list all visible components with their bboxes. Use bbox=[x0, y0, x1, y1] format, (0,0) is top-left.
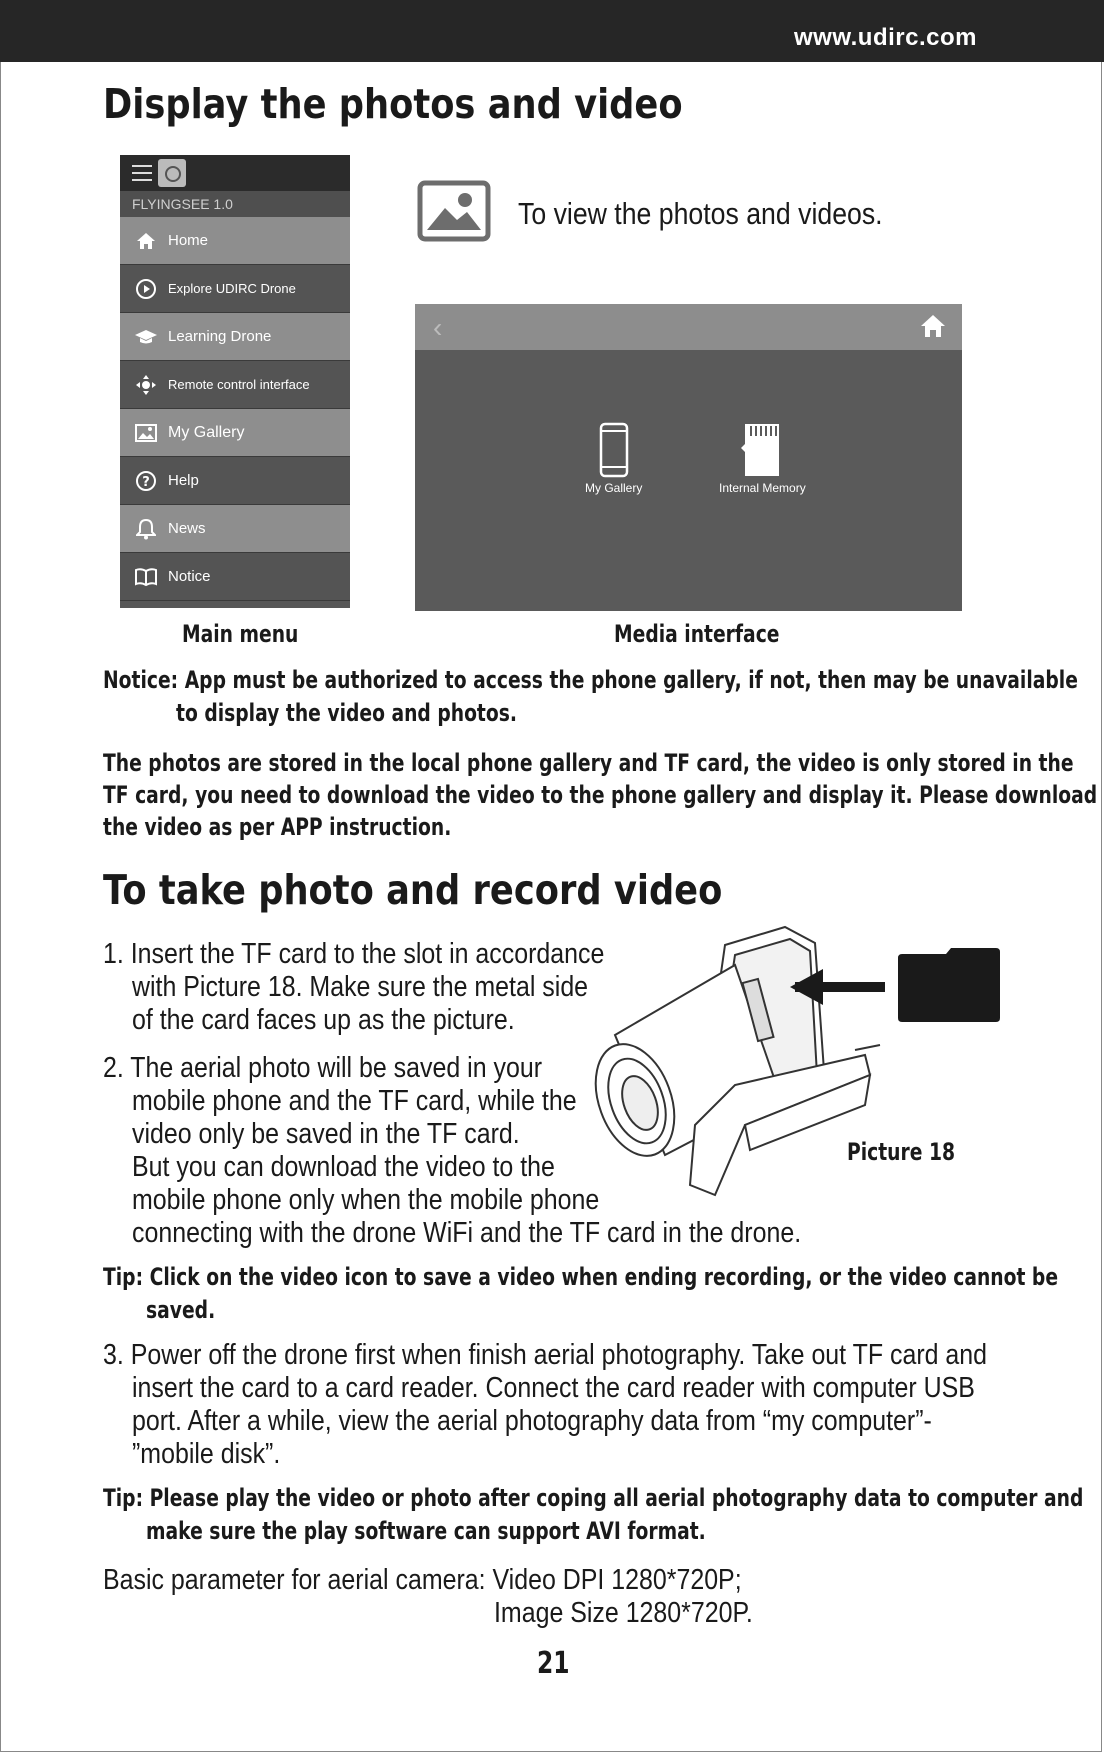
page-number: 21 bbox=[537, 1646, 570, 1681]
menu-item-news bbox=[120, 505, 350, 553]
home-icon bbox=[920, 314, 946, 338]
dpad-icon bbox=[134, 374, 158, 396]
play-circle-icon bbox=[134, 278, 158, 300]
section-title-record: To take photo and record video bbox=[103, 866, 723, 914]
step2-line-1: 2. The aerial photo will be saved in your bbox=[103, 1052, 543, 1084]
section-title-display: Display the photos and video bbox=[103, 80, 683, 128]
svg-text:?: ? bbox=[142, 474, 150, 490]
menu-item-notice bbox=[120, 553, 350, 601]
step1-line-2: with Picture 18. Make sure the metal side bbox=[132, 971, 589, 1003]
step3-line-3: port. After a while, view the aerial photography data from “my computer”- bbox=[132, 1405, 932, 1437]
storage-line-1: The photos are stored in the local phone gallery and TF card, the video is only stored in the bbox=[103, 749, 1074, 777]
website-url: www.udirc.com bbox=[794, 24, 977, 51]
main-menu-screenshot bbox=[120, 155, 350, 608]
tile-label: Internal Memory bbox=[719, 481, 806, 495]
picture-18-caption: Picture 18 bbox=[847, 1138, 956, 1166]
menu-item-remote bbox=[120, 361, 350, 409]
step2-line-3: video only be saved in the TF card. bbox=[132, 1118, 520, 1150]
notice-line-1: Notice: App must be authorized to access the phone gallery, if not, then may be unavailable bbox=[103, 666, 1078, 694]
storage-line-2: TF card, you need to download the video to the phone gallery and display it. Please download bbox=[103, 781, 1098, 809]
menu-top-bar bbox=[120, 155, 350, 191]
step1-line-3: of the card faces up as the picture. bbox=[132, 1004, 515, 1036]
menu-item-label: Notice bbox=[168, 568, 211, 585]
param-line-1: Basic parameter for aerial camera: Video DPI 1280*720P; bbox=[103, 1564, 742, 1596]
menu-item-home bbox=[120, 217, 350, 265]
tile-label: My Gallery bbox=[585, 481, 643, 495]
menu-item-gallery bbox=[120, 409, 350, 457]
book-icon bbox=[134, 566, 158, 588]
menu-item-help bbox=[120, 457, 350, 505]
header-bar bbox=[0, 0, 1104, 62]
media-interface-screenshot bbox=[415, 304, 962, 611]
media-top-bar bbox=[415, 304, 962, 350]
hamburger-icon bbox=[132, 165, 152, 181]
sd-card-icon bbox=[741, 422, 783, 478]
step2-line-4: But you can download the video to the bbox=[132, 1151, 555, 1183]
storage-line-3: the video as per APP instruction. bbox=[103, 813, 452, 841]
tip2-line-2: make sure the play software can support AVI format. bbox=[146, 1517, 706, 1545]
media-interface-caption: Media interface bbox=[614, 620, 780, 648]
view-photos-text: To view the photos and videos. bbox=[518, 196, 883, 231]
step2-line-6: connecting with the drone WiFi and the TF card in the drone. bbox=[132, 1217, 802, 1249]
menu-item-explore bbox=[120, 265, 350, 313]
tip1-line-2: saved. bbox=[146, 1296, 216, 1324]
menu-item-label: Help bbox=[168, 472, 199, 489]
step3-line-1: 3. Power off the drone first when finish aerial photography. Take out TF card and bbox=[103, 1339, 988, 1371]
main-menu-caption: Main menu bbox=[182, 620, 299, 648]
tile-internal-memory bbox=[719, 422, 806, 495]
menu-item-label: Learning Drone bbox=[168, 328, 272, 345]
step3-line-2: insert the card to a card reader. Connect the card reader with computer USB bbox=[132, 1372, 975, 1404]
tip1-line-1: Tip: Click on the video icon to save a video when ending recording, or the video cannot be bbox=[103, 1263, 1059, 1291]
question-icon bbox=[134, 470, 158, 492]
menu-item-label: News bbox=[168, 520, 206, 537]
app-version: FLYINGSEE 1.0 bbox=[120, 191, 350, 217]
menu-item-label: My Gallery bbox=[168, 423, 245, 441]
step2-line-5: mobile phone only when the mobile phone bbox=[132, 1184, 600, 1216]
camera-icon bbox=[158, 159, 186, 187]
home-icon bbox=[134, 230, 158, 252]
chevron-left-icon: ‹ bbox=[433, 312, 443, 343]
step1-line-1: 1. Insert the TF card to the slot in accordance bbox=[103, 938, 605, 970]
menu-item-learning bbox=[120, 313, 350, 361]
tip2-line-1: Tip: Please play the video or photo after coping all aerial photography data to computer and bbox=[103, 1484, 1084, 1512]
smartphone-icon bbox=[599, 422, 629, 478]
gallery-image-icon bbox=[417, 180, 491, 242]
step2-line-2: mobile phone and the TF card, while the bbox=[132, 1085, 577, 1117]
step3-line-4: ”mobile disk”. bbox=[132, 1438, 281, 1470]
graduation-cap-icon bbox=[134, 326, 158, 348]
menu-item-label: Explore UDIRC Drone bbox=[168, 281, 296, 296]
notice-line-2: to display the video and photos. bbox=[176, 699, 517, 727]
menu-item-label: Remote control interface bbox=[168, 377, 310, 392]
tile-my-gallery bbox=[585, 422, 642, 495]
menu-item-label: Home bbox=[168, 232, 209, 249]
image-icon bbox=[134, 422, 158, 444]
param-line-2: Image Size 1280*720P. bbox=[494, 1597, 753, 1629]
bell-icon bbox=[134, 518, 158, 540]
tf-card-icon bbox=[896, 946, 1002, 1024]
